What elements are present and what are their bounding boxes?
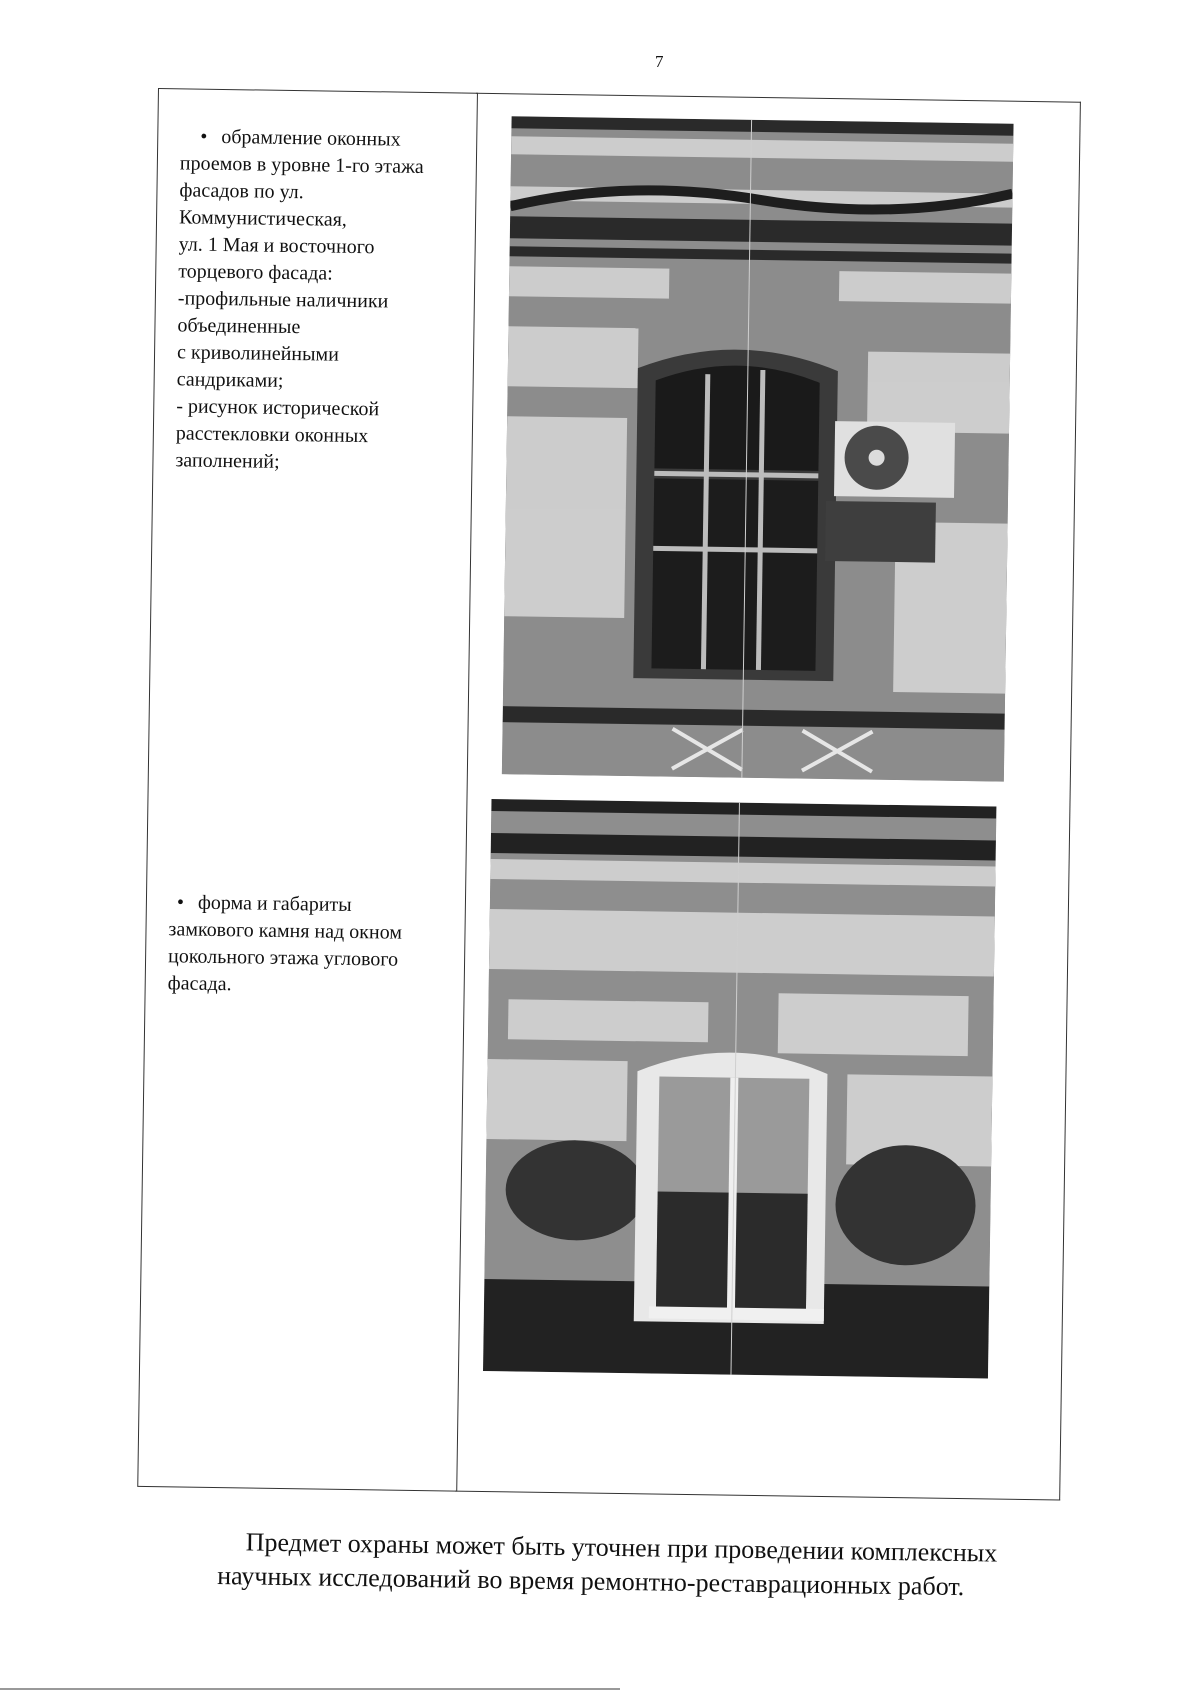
protection-table bbox=[137, 88, 1093, 1507]
bullet-icon: • bbox=[176, 891, 185, 914]
table-left-column bbox=[137, 88, 478, 1492]
item-window-frames: • обрамление оконных проемов в уровне 1-го этажа фасадов по ул. Коммунистическая, ул. 1 Мая и восточного торцевого фасада: -профильные наличники объединенные с криволинейными сандриками; - рисунок исторической расстекловки оконных заполнений; bbox=[175, 125, 424, 473]
bullet-icon: • bbox=[200, 125, 208, 148]
closing-line-1: Предмет охраны может быть уточнен при проведении комплексных bbox=[245, 1527, 998, 1568]
closing-note bbox=[217, 1525, 1098, 1606]
page-number: 7 bbox=[655, 52, 664, 71]
item-keystone: • форма и габариты замкового камня над окном цокольного этажа углового фасада. bbox=[167, 891, 403, 996]
scan-edge-line bbox=[0, 1688, 620, 1690]
photo-window-frame bbox=[502, 116, 1014, 781]
table-right-column bbox=[455, 93, 1081, 1501]
closing-line-2: научных исследований во время ремонтно-реставрационных работ. bbox=[217, 1560, 965, 1602]
photo-keystone-window bbox=[483, 799, 996, 1378]
